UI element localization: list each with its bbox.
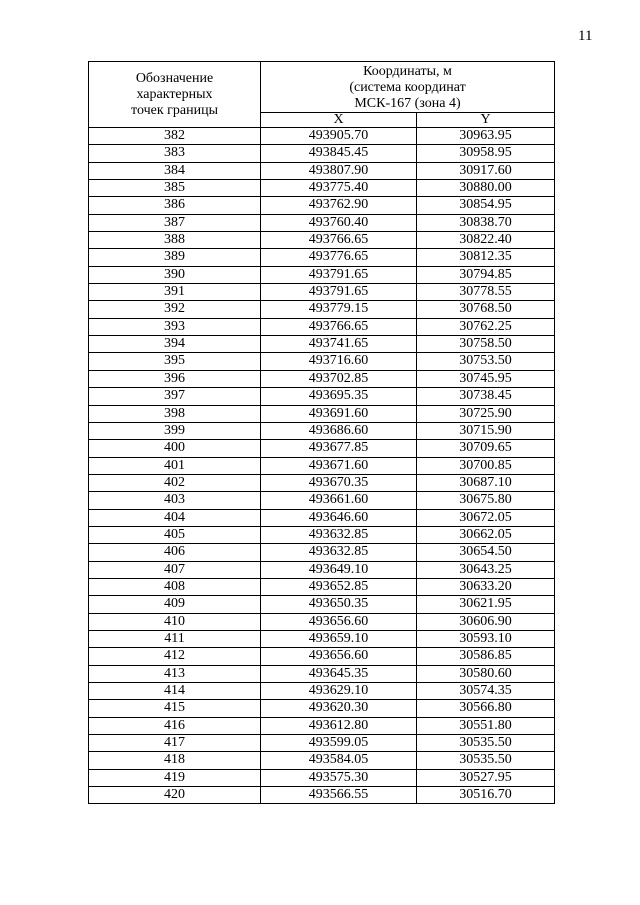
point-id-cell: 418 bbox=[89, 752, 261, 769]
x-cell: 493646.60 bbox=[261, 509, 417, 526]
x-cell: 493695.35 bbox=[261, 388, 417, 405]
table-row bbox=[89, 388, 555, 405]
x-cell: 493645.35 bbox=[261, 665, 417, 682]
y-cell: 30880.00 bbox=[417, 180, 555, 197]
y-cell: 30633.20 bbox=[417, 578, 555, 595]
table-row bbox=[89, 596, 555, 613]
y-cell: 30687.10 bbox=[417, 474, 555, 491]
y-cell: 30753.50 bbox=[417, 353, 555, 370]
x-cell: 493632.85 bbox=[261, 544, 417, 561]
table-row bbox=[89, 214, 555, 231]
table-row bbox=[89, 578, 555, 595]
x-cell: 493661.60 bbox=[261, 492, 417, 509]
y-cell: 30606.90 bbox=[417, 613, 555, 630]
y-cell: 30535.50 bbox=[417, 752, 555, 769]
point-id-cell: 382 bbox=[89, 128, 261, 145]
point-id-cell: 397 bbox=[89, 388, 261, 405]
table-row bbox=[89, 266, 555, 283]
x-cell: 493670.35 bbox=[261, 474, 417, 491]
header-coordinates-line2: (система координат bbox=[349, 80, 466, 95]
coordinates-table bbox=[88, 61, 555, 804]
point-id-cell: 404 bbox=[89, 509, 261, 526]
point-id-cell: 408 bbox=[89, 578, 261, 595]
table-row bbox=[89, 752, 555, 769]
y-cell: 30822.40 bbox=[417, 232, 555, 249]
y-cell: 30621.95 bbox=[417, 596, 555, 613]
header-coordinates-line1: Координаты, м bbox=[363, 64, 452, 79]
table-row bbox=[89, 509, 555, 526]
x-cell: 493691.60 bbox=[261, 405, 417, 422]
point-id-cell: 392 bbox=[89, 301, 261, 318]
y-cell: 30762.25 bbox=[417, 318, 555, 335]
y-cell: 30672.05 bbox=[417, 509, 555, 526]
table-row bbox=[89, 145, 555, 162]
x-cell: 493649.10 bbox=[261, 561, 417, 578]
x-cell: 493791.65 bbox=[261, 266, 417, 283]
table-row bbox=[89, 301, 555, 318]
x-cell: 493762.90 bbox=[261, 197, 417, 214]
y-cell: 30715.90 bbox=[417, 422, 555, 439]
y-cell: 30854.95 bbox=[417, 197, 555, 214]
point-id-cell: 402 bbox=[89, 474, 261, 491]
y-cell: 30725.90 bbox=[417, 405, 555, 422]
x-cell: 493716.60 bbox=[261, 353, 417, 370]
table-row bbox=[89, 318, 555, 335]
point-id-cell: 416 bbox=[89, 717, 261, 734]
y-cell: 30574.35 bbox=[417, 683, 555, 700]
point-id-cell: 399 bbox=[89, 422, 261, 439]
x-cell: 493779.15 bbox=[261, 301, 417, 318]
x-cell: 493775.40 bbox=[261, 180, 417, 197]
point-id-cell: 420 bbox=[89, 787, 261, 804]
x-cell: 493905.70 bbox=[261, 128, 417, 145]
y-cell: 30580.60 bbox=[417, 665, 555, 682]
header-point-label bbox=[89, 62, 261, 128]
y-cell: 30535.50 bbox=[417, 735, 555, 752]
y-cell: 30654.50 bbox=[417, 544, 555, 561]
table-row bbox=[89, 665, 555, 682]
y-cell: 30643.25 bbox=[417, 561, 555, 578]
point-id-cell: 394 bbox=[89, 336, 261, 353]
table-row bbox=[89, 457, 555, 474]
point-id-cell: 395 bbox=[89, 353, 261, 370]
table-row bbox=[89, 492, 555, 509]
table-row bbox=[89, 422, 555, 439]
table-row bbox=[89, 648, 555, 665]
x-cell: 493620.30 bbox=[261, 700, 417, 717]
point-id-cell: 401 bbox=[89, 457, 261, 474]
y-cell: 30662.05 bbox=[417, 526, 555, 543]
header-point-label-line2: характерных bbox=[136, 86, 213, 102]
x-cell: 493584.05 bbox=[261, 752, 417, 769]
y-cell: 30700.85 bbox=[417, 457, 555, 474]
table-row bbox=[89, 353, 555, 370]
y-cell: 30812.35 bbox=[417, 249, 555, 266]
table-row bbox=[89, 787, 555, 804]
x-cell: 493650.35 bbox=[261, 596, 417, 613]
x-cell: 493671.60 bbox=[261, 457, 417, 474]
point-id-cell: 398 bbox=[89, 405, 261, 422]
point-id-cell: 385 bbox=[89, 180, 261, 197]
table-row bbox=[89, 735, 555, 752]
header-point-label-line3: точек границы bbox=[131, 102, 218, 118]
table-row bbox=[89, 249, 555, 266]
x-cell: 493686.60 bbox=[261, 422, 417, 439]
header-point-label-line1: Обозначение bbox=[135, 70, 214, 86]
x-cell: 493612.80 bbox=[261, 717, 417, 734]
header-col-x: X bbox=[261, 113, 417, 128]
y-cell: 30566.80 bbox=[417, 700, 555, 717]
table-row bbox=[89, 769, 555, 786]
point-id-cell: 412 bbox=[89, 648, 261, 665]
table-row bbox=[89, 162, 555, 179]
x-cell: 493677.85 bbox=[261, 440, 417, 457]
point-id-cell: 383 bbox=[89, 145, 261, 162]
header-col-y: Y bbox=[417, 113, 555, 128]
point-id-cell: 411 bbox=[89, 630, 261, 647]
point-id-cell: 405 bbox=[89, 526, 261, 543]
x-cell: 493632.85 bbox=[261, 526, 417, 543]
table-body bbox=[89, 128, 555, 804]
table-row bbox=[89, 613, 555, 630]
table-row bbox=[89, 683, 555, 700]
y-cell: 30709.65 bbox=[417, 440, 555, 457]
table-row bbox=[89, 630, 555, 647]
table-row bbox=[89, 180, 555, 197]
x-cell: 493566.55 bbox=[261, 787, 417, 804]
point-id-cell: 417 bbox=[89, 735, 261, 752]
point-id-cell: 414 bbox=[89, 683, 261, 700]
y-cell: 30963.95 bbox=[417, 128, 555, 145]
y-cell: 30675.80 bbox=[417, 492, 555, 509]
x-cell: 493776.65 bbox=[261, 249, 417, 266]
table-row bbox=[89, 197, 555, 214]
table-row bbox=[89, 561, 555, 578]
point-id-cell: 415 bbox=[89, 700, 261, 717]
y-cell: 30516.70 bbox=[417, 787, 555, 804]
table-row bbox=[89, 405, 555, 422]
table-row bbox=[89, 232, 555, 249]
y-cell: 30768.50 bbox=[417, 301, 555, 318]
x-cell: 493656.60 bbox=[261, 648, 417, 665]
point-id-cell: 389 bbox=[89, 249, 261, 266]
x-cell: 493599.05 bbox=[261, 735, 417, 752]
point-id-cell: 409 bbox=[89, 596, 261, 613]
y-cell: 30738.45 bbox=[417, 388, 555, 405]
x-cell: 493741.65 bbox=[261, 336, 417, 353]
point-id-cell: 396 bbox=[89, 370, 261, 387]
table-row bbox=[89, 700, 555, 717]
point-id-cell: 391 bbox=[89, 284, 261, 301]
point-id-cell: 400 bbox=[89, 440, 261, 457]
table-row bbox=[89, 526, 555, 543]
point-id-cell: 387 bbox=[89, 214, 261, 231]
table-row bbox=[89, 544, 555, 561]
point-id-cell: 419 bbox=[89, 769, 261, 786]
x-cell: 493575.30 bbox=[261, 769, 417, 786]
x-cell: 493845.45 bbox=[261, 145, 417, 162]
header-coordinates-line3: МСК-167 (зона 4) bbox=[354, 96, 461, 111]
table-row bbox=[89, 128, 555, 145]
y-cell: 30838.70 bbox=[417, 214, 555, 231]
point-id-cell: 393 bbox=[89, 318, 261, 335]
point-id-cell: 390 bbox=[89, 266, 261, 283]
page-number: 11 bbox=[578, 28, 593, 44]
y-cell: 30745.95 bbox=[417, 370, 555, 387]
point-id-cell: 388 bbox=[89, 232, 261, 249]
y-cell: 30778.55 bbox=[417, 284, 555, 301]
x-cell: 493659.10 bbox=[261, 630, 417, 647]
y-cell: 30593.10 bbox=[417, 630, 555, 647]
x-cell: 493656.60 bbox=[261, 613, 417, 630]
x-cell: 493791.65 bbox=[261, 284, 417, 301]
y-cell: 30958.95 bbox=[417, 145, 555, 162]
point-id-cell: 413 bbox=[89, 665, 261, 682]
y-cell: 30586.85 bbox=[417, 648, 555, 665]
x-cell: 493652.85 bbox=[261, 578, 417, 595]
x-cell: 493629.10 bbox=[261, 683, 417, 700]
x-cell: 493702.85 bbox=[261, 370, 417, 387]
y-cell: 30551.80 bbox=[417, 717, 555, 734]
point-id-cell: 403 bbox=[89, 492, 261, 509]
table-row bbox=[89, 284, 555, 301]
point-id-cell: 386 bbox=[89, 197, 261, 214]
y-cell: 30794.85 bbox=[417, 266, 555, 283]
y-cell: 30527.95 bbox=[417, 769, 555, 786]
table-row bbox=[89, 440, 555, 457]
y-cell: 30917.60 bbox=[417, 162, 555, 179]
x-cell: 493766.65 bbox=[261, 232, 417, 249]
header-coordinates bbox=[261, 62, 555, 113]
table-row bbox=[89, 336, 555, 353]
point-id-cell: 407 bbox=[89, 561, 261, 578]
point-id-cell: 410 bbox=[89, 613, 261, 630]
x-cell: 493807.90 bbox=[261, 162, 417, 179]
y-cell: 30758.50 bbox=[417, 336, 555, 353]
x-cell: 493760.40 bbox=[261, 214, 417, 231]
point-id-cell: 406 bbox=[89, 544, 261, 561]
table-row bbox=[89, 474, 555, 491]
table-row bbox=[89, 370, 555, 387]
point-id-cell: 384 bbox=[89, 162, 261, 179]
table-row bbox=[89, 717, 555, 734]
x-cell: 493766.65 bbox=[261, 318, 417, 335]
